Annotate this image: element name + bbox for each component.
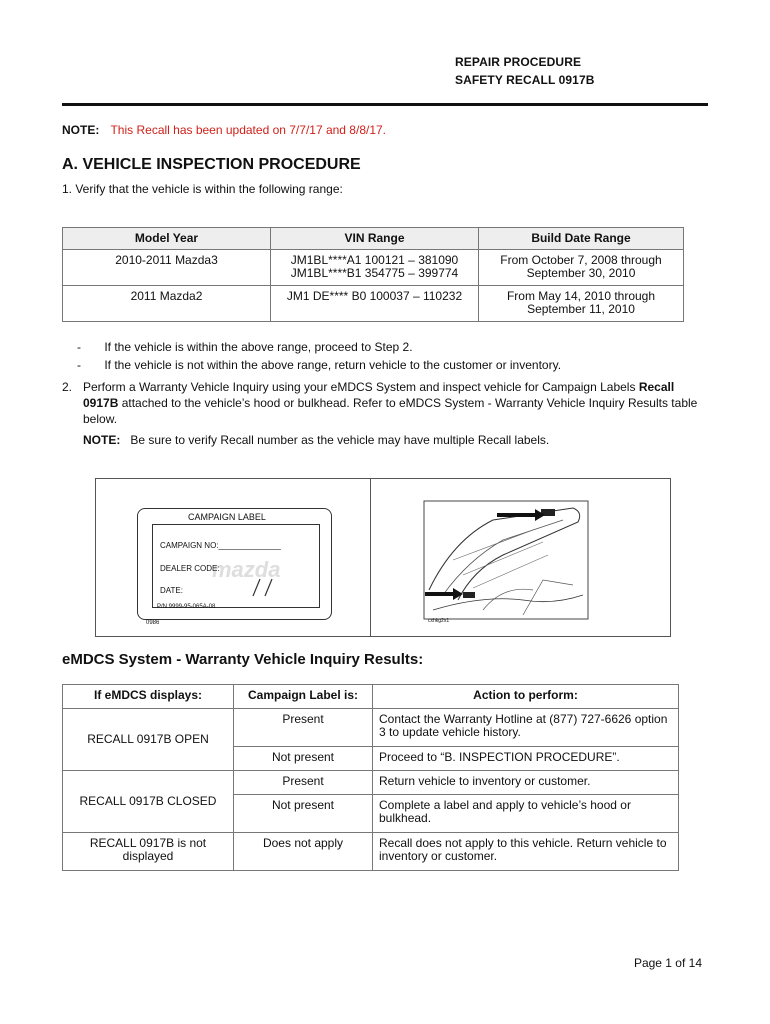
- table-row: [63, 709, 679, 747]
- table-row: [63, 250, 684, 286]
- label-date: DATE:: [160, 586, 183, 595]
- note-text: This Recall has been updated on 7/7/17 and 8/8/17.: [110, 123, 387, 137]
- step-1: 1. Verify that the vehicle is within the following range:: [62, 182, 343, 196]
- col-action: Action to perform:: [373, 685, 679, 709]
- vehicle-hood-illustration: [423, 500, 589, 625]
- note-label: NOTE:: [62, 123, 100, 137]
- cell-status: RECALL 0917B CLOSED: [63, 771, 234, 833]
- table-header-row: [63, 685, 679, 709]
- cell-label: Not present: [234, 747, 373, 771]
- date-line: September 30, 2010: [526, 266, 636, 280]
- figure-code-right: cxhkg2x1: [428, 618, 450, 624]
- figure-divider: [370, 478, 371, 637]
- cell-status: RECALL 0917B OPEN: [63, 709, 234, 771]
- cell-date: [479, 250, 684, 286]
- date-line: From May 14, 2010 through: [506, 289, 656, 303]
- label-dealer-code: DEALER CODE:: [160, 564, 220, 573]
- col-vin-range: VIN Range: [271, 228, 479, 250]
- note-2-text: Be sure to verify Recall number as the vehicle may have multiple Recall labels.: [130, 433, 550, 447]
- step-2: [83, 379, 703, 427]
- col-model-year: Model Year: [63, 228, 271, 250]
- cell-date: [479, 286, 684, 322]
- cell-action: Contact the Warranty Hotline at (877) 727-6626 option 3 to update vehicle history.: [373, 709, 679, 747]
- cell-vin: [271, 250, 479, 286]
- label-campaign-no: CAMPAIGN NO:______________: [160, 541, 281, 550]
- note-2: [83, 432, 549, 448]
- table-row: [63, 833, 679, 871]
- col-emdcs: If eMDCS displays:: [63, 685, 234, 709]
- step-2-number: 2.: [62, 380, 73, 394]
- cell-action: Proceed to “B. INSPECTION PROCEDURE”.: [373, 747, 679, 771]
- vin-line: JM1 DE**** B0 100037 – 110232: [286, 289, 463, 303]
- bullet-item: - If the vehicle is within the above range, proceed to Step 2.: [77, 340, 413, 354]
- step-2-text-cont: attached to the vehicle’s hood or bulkhead. Refer to eMDCS System - Warranty Vehicle Inquiry Results table below.: [83, 396, 698, 426]
- cell-action: Complete a label and apply to vehicle’s hood or bulkhead.: [373, 795, 679, 833]
- note-2-label: NOTE:: [83, 433, 121, 447]
- header-divider: [62, 103, 708, 106]
- table-row: [63, 286, 684, 322]
- cell-label: Present: [234, 709, 373, 747]
- cell-status: RECALL 0917B is not displayed: [63, 833, 234, 871]
- cell-label: Not present: [234, 795, 373, 833]
- label-part-number: P/N 9999-95-065A-08: [157, 604, 216, 610]
- results-title: eMDCS System - Warranty Vehicle Inquiry Results:: [62, 651, 424, 668]
- cell-year: 2011 Mazda2: [63, 286, 271, 322]
- label-title: CAMPAIGN LABEL: [188, 512, 266, 522]
- step-2-text: Perform a Warranty Vehicle Inquiry using your eMDCS System and inspect vehicle for Campaign Labels: [83, 380, 639, 394]
- section-a-title: A. VEHICLE INSPECTION PROCEDURE: [62, 156, 361, 173]
- header-line-1: REPAIR PROCEDURE: [455, 55, 582, 69]
- recall-number: Recall 0917B: [83, 380, 675, 410]
- cell-label: Does not apply: [234, 833, 373, 871]
- vin-line: JM1BL****A1 100121 – 381090: [290, 253, 459, 267]
- col-build-date: Build Date Range: [479, 228, 684, 250]
- pen-marks-icon: [250, 576, 280, 598]
- header-line-2: SAFETY RECALL 0917B: [455, 73, 595, 87]
- cell-label: Present: [234, 771, 373, 795]
- update-note: [62, 123, 386, 137]
- cell-action: Return vehicle to inventory or customer.: [373, 771, 679, 795]
- inquiry-results-table: [62, 684, 679, 871]
- cell-vin: [271, 286, 479, 322]
- date-line: September 11, 2010: [527, 302, 635, 316]
- date-line: From October 7, 2008 through: [500, 253, 662, 267]
- bullet-item: - If the vehicle is not within the above range, return vehicle to the customer or inventory.: [77, 358, 562, 372]
- table-row: [63, 771, 679, 795]
- figure-code-left: 0986: [146, 620, 160, 626]
- table-header-row: [63, 228, 684, 250]
- vin-line: JM1BL****B1 354775 – 399774: [290, 266, 459, 280]
- bullet-text: If the vehicle is within the above range, proceed to Step 2.: [104, 340, 413, 354]
- col-label: Campaign Label is:: [234, 685, 373, 709]
- mazda-watermark: mazda: [212, 557, 281, 582]
- cell-year: 2010-2011 Mazda3: [63, 250, 271, 286]
- page-number: Page 1 of 14: [633, 956, 702, 970]
- cell-action: Recall does not apply to this vehicle. Return vehicle to inventory or customer.: [373, 833, 679, 871]
- vehicle-range-table: [62, 227, 684, 322]
- bullet-text: If the vehicle is not within the above range, return vehicle to the customer or inventory.: [104, 358, 562, 372]
